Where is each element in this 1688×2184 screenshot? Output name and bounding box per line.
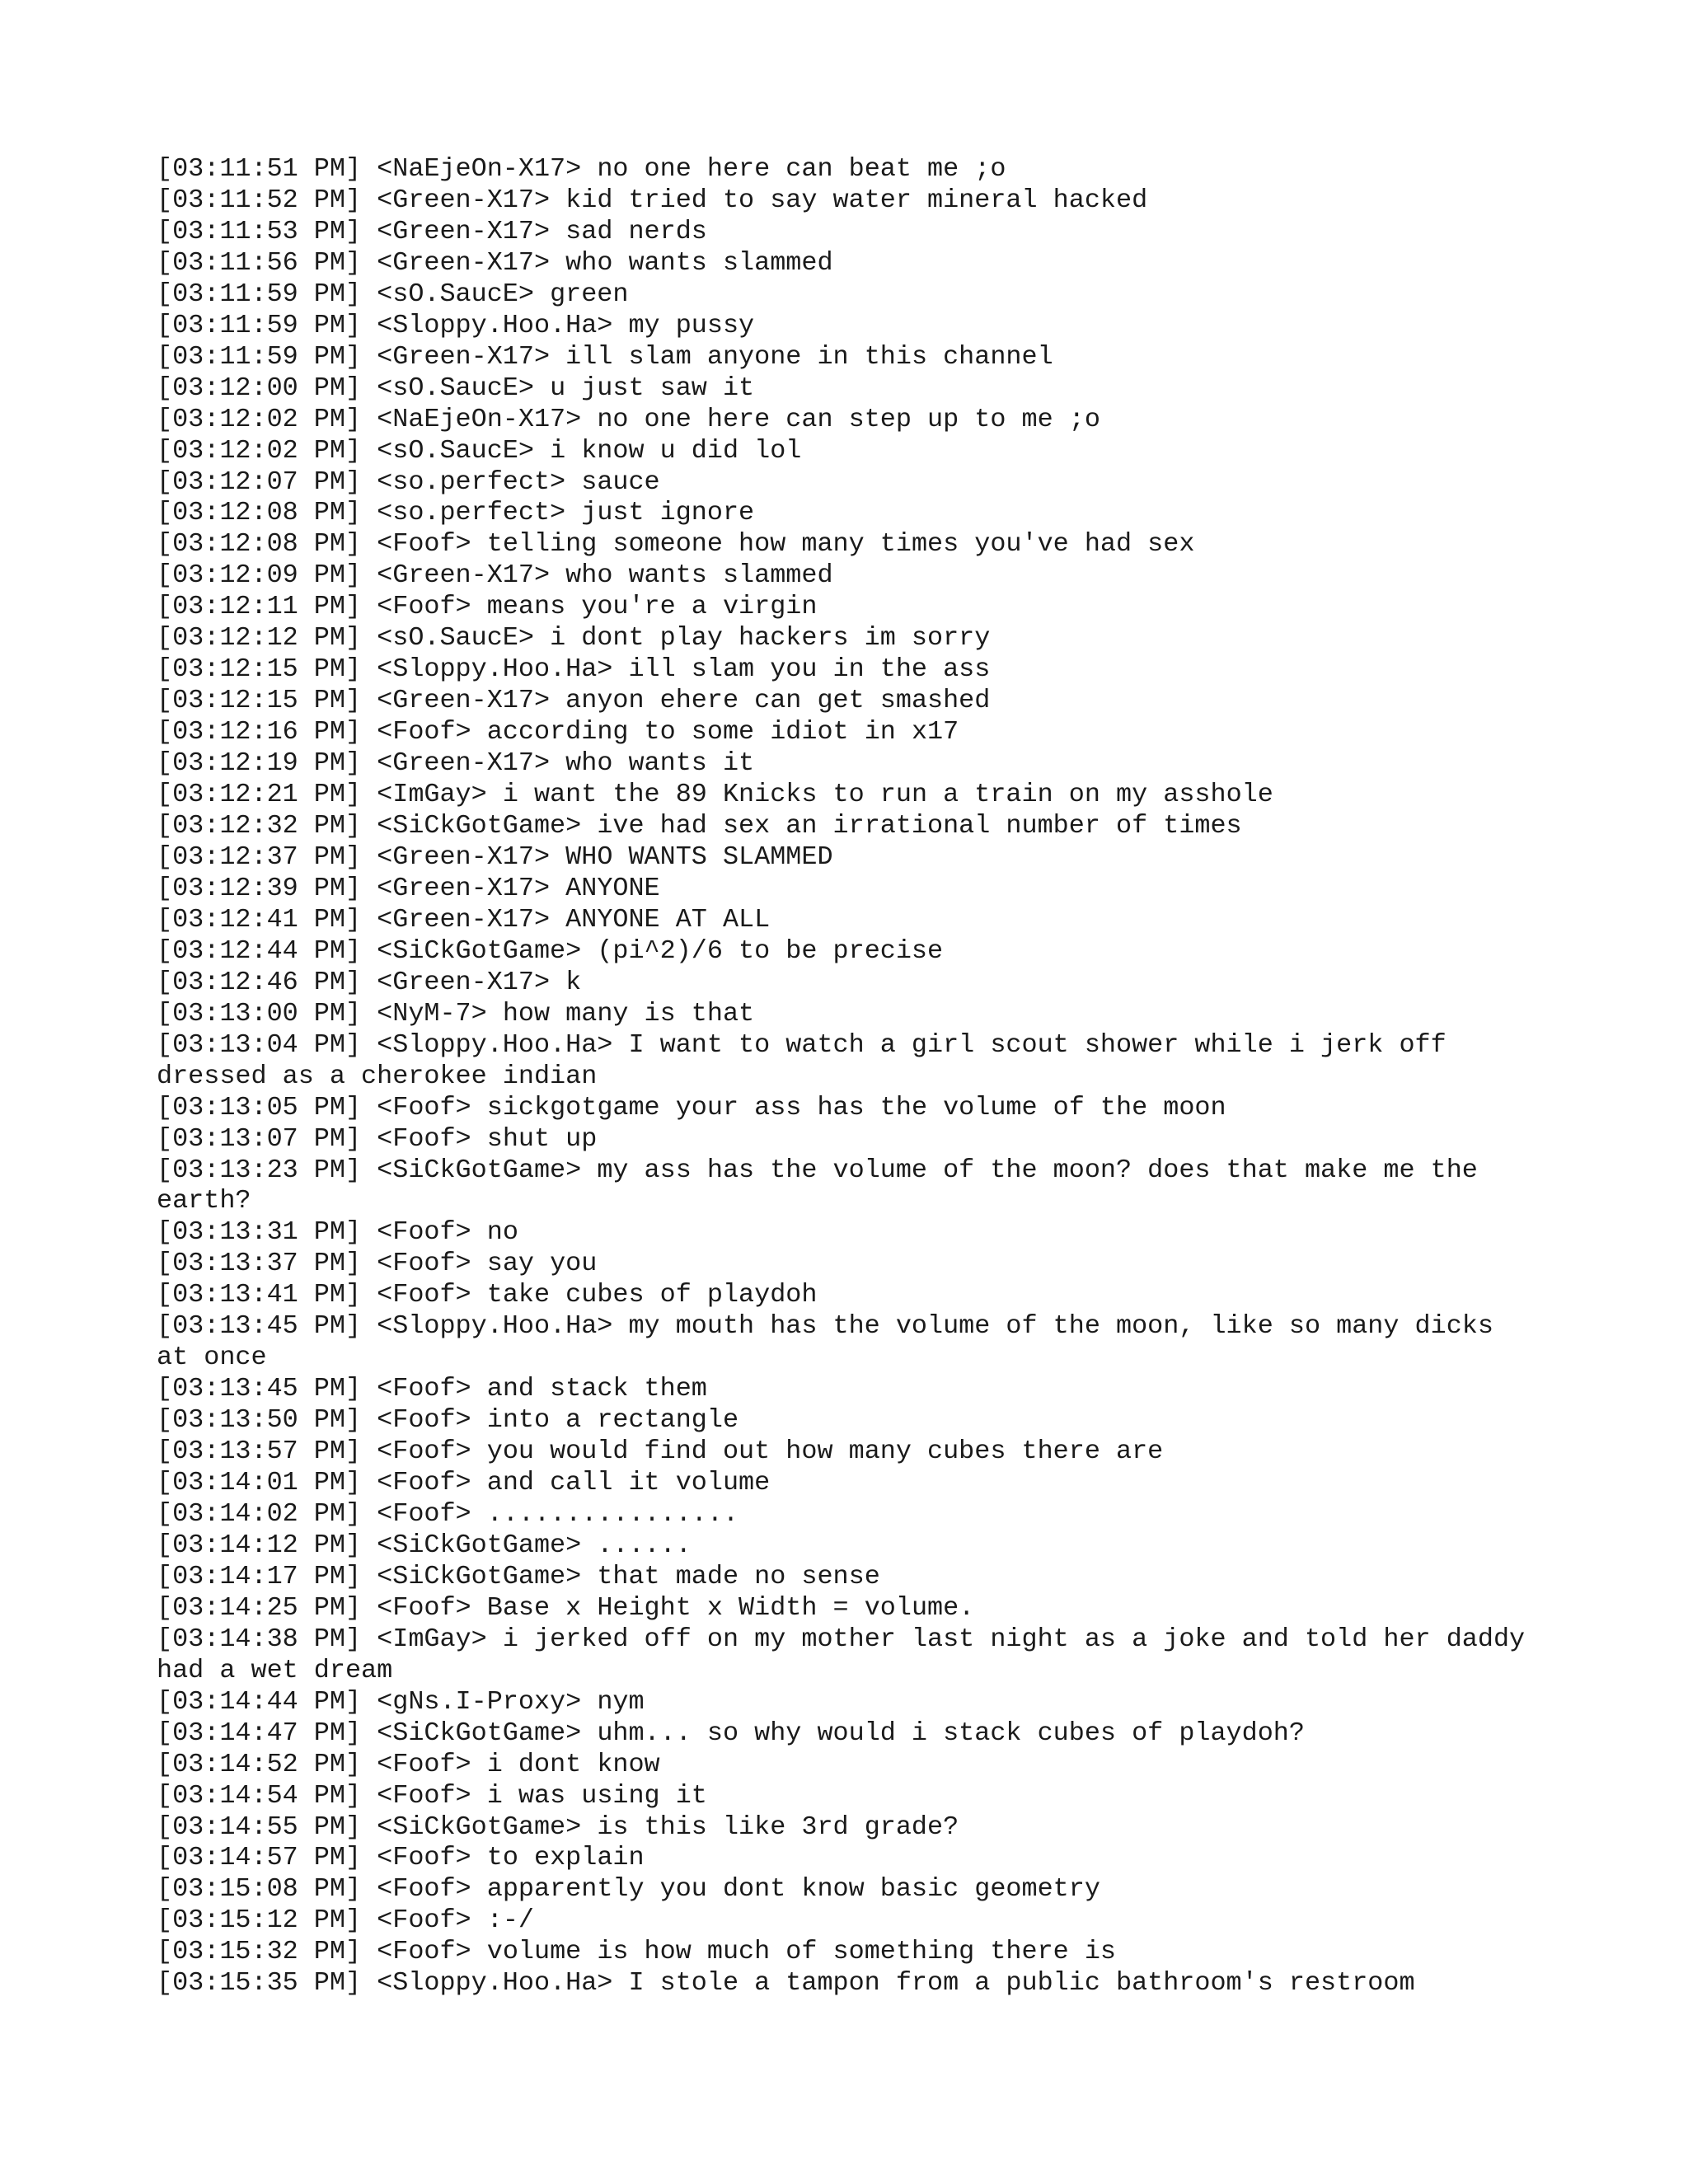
chat-line xyxy=(157,748,1533,780)
chat-line xyxy=(157,780,1533,811)
chat-timestamp: [03:12:21 PM] xyxy=(157,780,362,810)
chat-timestamp: [03:13:45 PM] xyxy=(157,1374,362,1404)
chat-nickname: <Foof> xyxy=(377,529,471,560)
chat-timestamp: [03:11:59 PM] xyxy=(157,341,362,372)
chat-message: who wants it xyxy=(565,748,755,779)
chat-message: i want the 89 Knicks to run a train on my asshole xyxy=(502,780,1273,810)
chat-line xyxy=(157,999,1533,1030)
chat-line xyxy=(157,1937,1533,1968)
chat-timestamp: [03:12:09 PM] xyxy=(157,560,362,591)
chat-timestamp: [03:13:37 PM] xyxy=(157,1249,362,1279)
chat-nickname: <Green-X17> xyxy=(377,967,551,997)
chat-line xyxy=(157,1562,1533,1593)
chat-timestamp: [03:14:38 PM] xyxy=(157,1624,362,1654)
chat-line xyxy=(157,560,1533,592)
chat-timestamp: [03:12:07 PM] xyxy=(157,466,362,497)
chat-message: green xyxy=(550,279,629,309)
chat-line xyxy=(157,1436,1533,1468)
chat-line xyxy=(157,1249,1533,1280)
chat-message: just ignore xyxy=(581,498,755,528)
chat-message: is this like 3rd grade? xyxy=(597,1811,959,1842)
chat-line xyxy=(157,1812,1533,1844)
chat-line xyxy=(157,592,1533,623)
chat-nickname: <Green-X17> xyxy=(377,841,551,872)
chat-line xyxy=(157,1311,1533,1374)
chat-timestamp: [03:15:12 PM] xyxy=(157,1905,362,1936)
chat-timestamp: [03:13:00 PM] xyxy=(157,998,362,1029)
chat-timestamp: [03:15:08 PM] xyxy=(157,1874,362,1905)
chat-timestamp: [03:12:46 PM] xyxy=(157,967,362,997)
chat-line xyxy=(157,311,1533,342)
chat-nickname: <SiCkGotGame> xyxy=(377,811,582,841)
chat-message: telling someone how many times you've had sex xyxy=(486,529,1195,560)
chat-message: no one here can beat me ;o xyxy=(597,154,1006,184)
chat-timestamp: [03:14:55 PM] xyxy=(157,1811,362,1842)
chat-line xyxy=(157,1750,1533,1781)
chat-nickname: <sO.SaucE> xyxy=(377,373,534,403)
chat-timestamp: [03:12:37 PM] xyxy=(157,841,362,872)
chat-timestamp: [03:12:41 PM] xyxy=(157,904,362,935)
chat-line xyxy=(157,1405,1533,1436)
chat-message: volume is how much of something there is xyxy=(486,1937,1116,1967)
chat-line xyxy=(157,654,1533,686)
chat-line xyxy=(157,1905,1533,1937)
chat-message: anyon ehere can get smashed xyxy=(565,686,991,716)
chat-message: ...... xyxy=(597,1530,692,1560)
chat-line xyxy=(157,874,1533,905)
chat-line xyxy=(157,1374,1533,1405)
chat-timestamp: [03:12:00 PM] xyxy=(157,373,362,403)
chat-timestamp: [03:14:25 PM] xyxy=(157,1592,362,1623)
chat-line xyxy=(157,185,1533,217)
chat-line xyxy=(157,1155,1533,1218)
chat-nickname: <so.perfect> xyxy=(377,466,566,497)
chat-nickname: <so.perfect> xyxy=(377,498,566,528)
chat-line xyxy=(157,217,1533,248)
chat-timestamp: [03:12:08 PM] xyxy=(157,529,362,560)
chat-nickname: <Foof> xyxy=(377,1374,471,1404)
chat-timestamp: [03:15:32 PM] xyxy=(157,1937,362,1967)
chat-nickname: <sO.SaucE> xyxy=(377,279,534,309)
chat-nickname: <Green-X17> xyxy=(377,904,551,935)
chat-nickname: <Foof> xyxy=(377,1592,471,1623)
chat-message: ill slam anyone in this channel xyxy=(565,341,1053,372)
chat-nickname: <sO.SaucE> xyxy=(377,623,534,654)
chat-message: ANYONE xyxy=(565,873,660,903)
chat-message: WHO WANTS SLAMMED xyxy=(565,841,833,872)
chat-line xyxy=(157,467,1533,499)
chat-timestamp: [03:13:07 PM] xyxy=(157,1123,362,1154)
chat-nickname: <Foof> xyxy=(377,717,471,748)
chat-message: how many is that xyxy=(502,998,755,1029)
chat-nickname: <SiCkGotGame> xyxy=(377,1718,582,1748)
chat-line xyxy=(157,1217,1533,1249)
chat-message: that made no sense xyxy=(597,1561,880,1591)
chat-line xyxy=(157,686,1533,717)
chat-timestamp: [03:14:54 PM] xyxy=(157,1780,362,1811)
chat-line xyxy=(157,1843,1533,1874)
chat-timestamp: [03:14:17 PM] xyxy=(157,1561,362,1591)
chat-log xyxy=(157,154,1541,1999)
chat-nickname: <SiCkGotGame> xyxy=(377,1530,582,1560)
chat-nickname: <Green-X17> xyxy=(377,341,551,372)
chat-message: i jerked off on my mother last night as a joke and told her daddy had a wet dream xyxy=(157,1624,1541,1685)
chat-message: you would find out how many cubes there are xyxy=(486,1436,1164,1467)
chat-timestamp: [03:15:35 PM] xyxy=(157,1968,362,1999)
chat-timestamp: [03:13:04 PM] xyxy=(157,1029,362,1060)
chat-line xyxy=(157,436,1533,467)
chat-message: sickgotgame your ass has the volume of the moon xyxy=(486,1092,1226,1122)
chat-timestamp: [03:12:02 PM] xyxy=(157,404,362,434)
chat-message: into a rectangle xyxy=(486,1405,739,1436)
chat-message: say you xyxy=(486,1249,598,1279)
chat-timestamp: [03:14:01 PM] xyxy=(157,1468,362,1498)
chat-nickname: <Foof> xyxy=(377,1843,471,1873)
chat-message: I want to watch a girl scout shower while i jerk off dressed as a cherokee indian xyxy=(157,1029,1462,1091)
chat-nickname: <Foof> xyxy=(377,1468,471,1498)
chat-message: uhm... so why would i stack cubes of playdoh? xyxy=(597,1718,1305,1748)
chat-timestamp: [03:14:47 PM] xyxy=(157,1718,362,1748)
chat-message: :-/ xyxy=(486,1905,534,1936)
chat-message: ive had sex an irrational number of times xyxy=(597,811,1242,841)
chat-nickname: <Foof> xyxy=(377,1436,471,1467)
chat-timestamp: [03:14:12 PM] xyxy=(157,1530,362,1560)
chat-line xyxy=(157,1968,1533,1999)
chat-timestamp: [03:14:57 PM] xyxy=(157,1843,362,1873)
chat-timestamp: [03:13:23 PM] xyxy=(157,1155,362,1185)
chat-timestamp: [03:12:39 PM] xyxy=(157,873,362,903)
chat-nickname: <Green-X17> xyxy=(377,185,551,215)
chat-message: shut up xyxy=(486,1123,598,1154)
chat-message: i know u did lol xyxy=(550,435,802,466)
chat-line xyxy=(157,1530,1533,1562)
chat-nickname: <sO.SaucE> xyxy=(377,435,534,466)
chat-message: who wants slammed xyxy=(565,560,833,591)
chat-message: sauce xyxy=(581,466,660,497)
chat-nickname: <Foof> xyxy=(377,1937,471,1967)
chat-line xyxy=(157,1468,1533,1499)
chat-nickname: <Foof> xyxy=(377,1780,471,1811)
chat-message: I stole a tampon from a public bathroom's restroom xyxy=(628,1968,1415,1999)
chat-timestamp: [03:13:31 PM] xyxy=(157,1217,362,1248)
chat-nickname: <Green-X17> xyxy=(377,873,551,903)
chat-nickname: <Green-X17> xyxy=(377,686,551,716)
chat-message: who wants slammed xyxy=(565,247,833,278)
chat-timestamp: [03:12:16 PM] xyxy=(157,717,362,748)
chat-nickname: <SiCkGotGame> xyxy=(377,1561,582,1591)
chat-nickname: <NyM-7> xyxy=(377,998,487,1029)
chat-line xyxy=(157,1499,1533,1530)
chat-line xyxy=(157,968,1533,999)
chat-nickname: <NaEjeOn-X17> xyxy=(377,154,582,184)
chat-line xyxy=(157,1093,1533,1124)
chat-nickname: <SiCkGotGame> xyxy=(377,1155,582,1185)
chat-line xyxy=(157,1874,1533,1905)
chat-nickname: <Foof> xyxy=(377,1249,471,1279)
chat-timestamp: [03:12:08 PM] xyxy=(157,498,362,528)
chat-timestamp: [03:14:44 PM] xyxy=(157,1686,362,1717)
chat-line xyxy=(157,248,1533,279)
chat-line xyxy=(157,1124,1533,1155)
chat-line xyxy=(157,342,1533,373)
chat-line xyxy=(157,1593,1533,1624)
chat-nickname: <Foof> xyxy=(377,1498,471,1529)
chat-message: my mouth has the volume of the moon, like so many dicks at once xyxy=(157,1311,1510,1373)
chat-timestamp: [03:12:12 PM] xyxy=(157,623,362,654)
chat-message: i was using it xyxy=(486,1780,707,1811)
chat-message: k xyxy=(565,967,582,997)
chat-nickname: <Sloppy.Hoo.Ha> xyxy=(377,310,613,340)
chat-nickname: <Sloppy.Hoo.Ha> xyxy=(377,1968,613,1999)
document-page xyxy=(157,154,1541,1999)
chat-nickname: <Foof> xyxy=(377,592,471,622)
chat-line xyxy=(157,405,1533,436)
chat-message: no one here can step up to me ;o xyxy=(597,404,1100,434)
chat-line xyxy=(157,905,1533,936)
chat-nickname: <Green-X17> xyxy=(377,247,551,278)
chat-line xyxy=(157,279,1533,311)
chat-nickname: <Sloppy.Hoo.Ha> xyxy=(377,1029,613,1060)
chat-line xyxy=(157,811,1533,842)
chat-timestamp: [03:11:53 PM] xyxy=(157,216,362,246)
chat-message: means you're a virgin xyxy=(486,592,818,622)
chat-nickname: <ImGay> xyxy=(377,780,487,810)
chat-nickname: <Foof> xyxy=(377,1217,471,1248)
chat-message: (pi^2)/6 to be precise xyxy=(597,935,944,966)
chat-message: ................ xyxy=(486,1498,739,1529)
chat-message: i dont play hackers im sorry xyxy=(550,623,991,654)
chat-timestamp: [03:13:41 PM] xyxy=(157,1280,362,1310)
chat-timestamp: [03:12:02 PM] xyxy=(157,435,362,466)
chat-timestamp: [03:12:32 PM] xyxy=(157,811,362,841)
chat-message: according to some idiot in x17 xyxy=(486,717,959,748)
chat-nickname: <Foof> xyxy=(377,1092,471,1122)
chat-timestamp: [03:12:15 PM] xyxy=(157,686,362,716)
chat-message: i dont know xyxy=(486,1749,660,1779)
chat-message: sad nerds xyxy=(565,216,707,246)
chat-nickname: <Foof> xyxy=(377,1123,471,1154)
chat-timestamp: [03:12:44 PM] xyxy=(157,935,362,966)
chat-nickname: <Sloppy.Hoo.Ha> xyxy=(377,654,613,685)
chat-nickname: <Green-X17> xyxy=(377,216,551,246)
chat-nickname: <ImGay> xyxy=(377,1624,487,1654)
chat-timestamp: [03:11:59 PM] xyxy=(157,310,362,340)
chat-line xyxy=(157,498,1533,529)
chat-message: my ass has the volume of the moon? does that make me the earth? xyxy=(157,1155,1493,1216)
chat-line xyxy=(157,623,1533,654)
chat-timestamp: [03:13:45 PM] xyxy=(157,1311,362,1342)
chat-timestamp: [03:11:59 PM] xyxy=(157,279,362,309)
chat-line xyxy=(157,154,1533,185)
chat-line xyxy=(157,936,1533,968)
chat-timestamp: [03:11:56 PM] xyxy=(157,247,362,278)
chat-timestamp: [03:12:19 PM] xyxy=(157,748,362,779)
chat-line xyxy=(157,1030,1533,1093)
chat-message: kid tried to say water mineral hacked xyxy=(565,185,1148,215)
chat-timestamp: [03:14:02 PM] xyxy=(157,1498,362,1529)
chat-line xyxy=(157,1718,1533,1750)
chat-timestamp: [03:13:05 PM] xyxy=(157,1092,362,1122)
chat-timestamp: [03:13:57 PM] xyxy=(157,1436,362,1467)
chat-message: take cubes of playdoh xyxy=(486,1280,818,1310)
chat-timestamp: [03:11:51 PM] xyxy=(157,154,362,184)
chat-message: to explain xyxy=(486,1843,645,1873)
chat-message: apparently you dont know basic geometry xyxy=(486,1874,1100,1905)
chat-nickname: <Foof> xyxy=(377,1280,471,1310)
chat-timestamp: [03:13:50 PM] xyxy=(157,1405,362,1436)
chat-nickname: <SiCkGotGame> xyxy=(377,1811,582,1842)
chat-message: no xyxy=(486,1217,518,1248)
chat-line xyxy=(157,1687,1533,1718)
chat-timestamp: [03:14:52 PM] xyxy=(157,1749,362,1779)
chat-line xyxy=(157,1280,1533,1311)
chat-line xyxy=(157,717,1533,748)
chat-message: ANYONE AT ALL xyxy=(565,904,771,935)
chat-timestamp: [03:12:15 PM] xyxy=(157,654,362,685)
chat-line xyxy=(157,1624,1541,1687)
chat-line xyxy=(157,842,1533,874)
chat-message: and call it volume xyxy=(486,1468,771,1498)
chat-message: my pussy xyxy=(628,310,755,340)
chat-nickname: <SiCkGotGame> xyxy=(377,935,582,966)
chat-line xyxy=(157,529,1533,560)
chat-message: Base x Height x Width = volume. xyxy=(486,1592,975,1623)
chat-nickname: <NaEjeOn-X17> xyxy=(377,404,582,434)
chat-message: u just saw it xyxy=(550,373,755,403)
chat-message: ill slam you in the ass xyxy=(628,654,991,685)
chat-nickname: <Foof> xyxy=(377,1749,471,1779)
chat-message: nym xyxy=(597,1686,645,1717)
chat-timestamp: [03:12:11 PM] xyxy=(157,592,362,622)
chat-nickname: <Foof> xyxy=(377,1874,471,1905)
chat-message: and stack them xyxy=(486,1374,707,1404)
chat-timestamp: [03:11:52 PM] xyxy=(157,185,362,215)
chat-nickname: <gNs.I-Proxy> xyxy=(377,1686,582,1717)
chat-nickname: <Sloppy.Hoo.Ha> xyxy=(377,1311,613,1342)
chat-nickname: <Foof> xyxy=(377,1905,471,1936)
chat-nickname: <Green-X17> xyxy=(377,560,551,591)
chat-line xyxy=(157,1781,1533,1812)
chat-nickname: <Green-X17> xyxy=(377,748,551,779)
chat-nickname: <Foof> xyxy=(377,1405,471,1436)
chat-line xyxy=(157,373,1533,405)
